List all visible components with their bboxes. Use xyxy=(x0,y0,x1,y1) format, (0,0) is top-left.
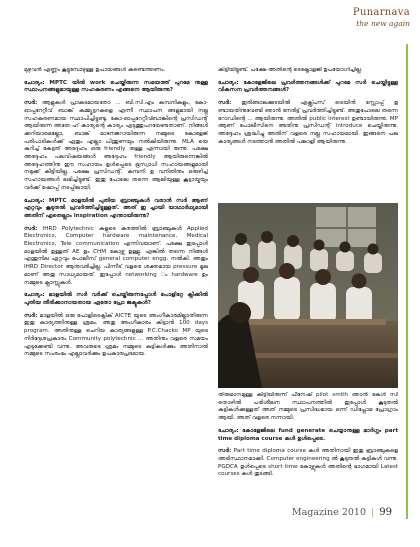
paragraph-text: കോളേജിലെ fund generate ചെയ്യാനുള്ള മാർഗ്ഗം part time diploma course കൾ ഉൾപ്പെടെ. xyxy=(218,427,398,442)
paragraph-text: MPTC യിൽ work ചെയ്തിരുന്ന സമയത്ത് പുറമേ നുള്ള സ്ഥാപനങ്ങളുമായുള്ള സഹകരണം എങ്ങനെ ആയിരുന്നു? xyxy=(24,79,208,94)
paragraph-text: കിട്ടിയിട്ടുണ്ട്. പക്ഷേ അതിന്റെ ടെക്നോളജി ഉപയോഗിച്ചില്ല. xyxy=(218,67,363,73)
page-footer xyxy=(292,507,392,518)
paragraph xyxy=(24,67,208,75)
interview-question xyxy=(218,428,398,443)
right-column-bottom xyxy=(218,392,398,484)
masthead xyxy=(353,7,410,28)
speaker-label: സർ: xyxy=(218,448,232,455)
speaker-label: ചോദ്യം: xyxy=(24,79,45,86)
speaker-label: ചോദ്യം: xyxy=(24,292,45,299)
left-column xyxy=(24,67,208,364)
paragraph-text: മാളയിൽ സർ വർക്ക് ചെയ്തിരുന്നപ്പോൾ പോളിറ്റേ ക്നിക്കിൽ പുതിയ തീരിക്കാനായതായ ഏതോ പ്രോ ജക്ടുകൾ? xyxy=(24,292,208,306)
speaker-label: സർ: xyxy=(24,225,38,232)
paragraph xyxy=(218,67,398,75)
paragraph-text: Part time diploma course കൾ അതിനായി ഇതു ബ്രാഞ്ചുകളെ അടിസ്ഥാനമാക്കി. Computer engineering ൽ കൂടുതൽ കുട്ടികൾ വന്നു. PGDCA ഉൾപ്പെടെ short time കോഴ്സുകൾ അതിന്റെ ഭാഗമായി Latest courses കൾ തുടങ്ങി. xyxy=(218,448,398,478)
speaker-label: സർ: xyxy=(24,312,38,319)
interview-answer xyxy=(24,100,208,192)
interview-answer xyxy=(24,226,208,288)
interview-answer xyxy=(218,100,398,146)
classroom-photo-image xyxy=(218,203,398,388)
paragraph-text: MPTC മാളയിൽ പുതിയ ബ്രാഞ്ചുകൾ വരാൻ സർ ആണ് എറ്റവും കൂടുതൽ പ്രവർത്തിച്ചിട്ടുള്ളത്. അത് ഇ ച്ചായി യാഥാർഥ്യമായി അതിന് ഏതെല്ലാം inspiration എന്തായിരുന്നു? xyxy=(24,197,208,219)
speaker-label: സർ: xyxy=(24,100,38,107)
speaker-label: ചോദ്യം: xyxy=(24,197,45,204)
speaker-label: ചോദ്യം: xyxy=(218,79,239,86)
paragraph-text: IHRD Polytechnic കളുടെ കരത്തിൽ ബ്രാഞ്ചുകൾ Applied Electronics, Computer hardware maintenance, Medical Electronics, Tele communication എന്നിവയാണ്. പക്ഷേ ഇപ്പോൾ മാളയിൽ ഉള്ളത് AE ഉം CHM കോഴ്സ ഉള്ളു. എങ്കിൽ തന്നെ നിങ്ങൾ എന്തുനില ഏറ്റവും പോലീസ് general computer engg. നൽകി. അതും IHRD Director ആനുവദിച്ചില്ല. പിന്നീട് വളരെ ശക്തമായ pressure മൂല മാണ് അതു സാധ്യമായത്. ഇപ്പോൾ networking ം hardware ഉം നമ്മുടെ ക്ലാസ്സുകൾ. xyxy=(24,225,208,286)
interview-question xyxy=(24,80,208,95)
page-number: 99 xyxy=(379,507,392,518)
interview-question xyxy=(24,198,208,221)
paragraph-text: മുഴുവൻ എണ്ണം കൂട്ടുമ്പോഴുള്ള ഉപായങ്ങൾ കണ്ടെത്തണം. xyxy=(24,67,166,73)
side-green-rule xyxy=(406,44,408,519)
classroom-photo xyxy=(218,203,398,388)
interview-answer xyxy=(218,392,398,423)
masthead-tagline: the new again xyxy=(356,19,410,28)
interview-answer xyxy=(218,448,398,479)
paragraph-text: മാളയിൽ ഒരു പോളിടെക്നിക് AICTE യുടെ അംഗീകാരമില്ലാതിരുന്ന ഇതു കാര്യത്തിനുള്ള ശ്രമം. അതു അംഗീകാരം കിട്ടാൻ 100 days program. അതിനുള്ള ചെറിയ കാര്യങ്ങളുള്ള P.C.Chacko MP യുടെ നിർദ്ദേശപ്രകാരം Community polytechnic ... അതിനും വളരെ സമയം എടുക്കേണ്ടി വന്നു. അവരുടെ ശ്രമം നമ്മുടെ കുട്ടികൾക്കും അതിനാൽ നമ്മുടെ സംരംഭം എല്ലാവർക്കും ഉപകാരപ്രദമായ. xyxy=(24,312,208,358)
interview-question xyxy=(218,80,398,95)
right-column-top xyxy=(218,67,398,151)
footer-separator: | xyxy=(371,507,375,518)
paragraph-text: ആളുകൾ പ്രാകടമായതോ ... ബി.സി.എം കമ്പനികളും, കോ-ഓപ്പറേറ്റീവ് ബാങ്ക് കമ്മ്യൂട്ടറകളെ എന്നീ സ്ഥാപന ങ്ങളുമായി നല്ല സഹകരണമായ സ്ഥാപിച്ചിട്ടുണ്ടു. കോ-ഓപ്പറേറ്റീവ്ബാങ്കിന്റെ പ്രസിഡന്റ് ആയിരുന്ന അതേ ഹ് കാര്യന്റെ കാര്യം എടുത്തുപറയേണ്ടതാണ്. നിങ്ങൾ ക്കറിയാമെല്ലോ, ബാങ്ക് മാനേജറായിരുന്ന നമ്മുടെ കോളേജ് പരിപാടികൾക്ക് ഏതും എല്ലാ പിന്തുണയും നൽകിയിരുന്നു. MLA യെ കുറിച്ച് കേട്ടത് അദ്ദേഹം ഒരു friendly രുള്ള എന്നായി രുന്നു. പക്ഷേ അദ്ദേഹം പലവിഷയങ്ങൾ അദ്ദേഹം friendly ആയിരുന്നെങ്കിൽ അദ്ദേഹത്തിനു ഈ സഹായം ഉൾപ്പെടെ ഭൂസ്വാധി സഹായങ്ങളുമായി നമുക്ക് കിട്ടിയില്ല. പക്ഷേ പ്രസിഡന്റ്, കമ്പനി ഉ വനിതിനും ഒരുഴിച്ച് സഹായങ്ങൾ ലഭിച്ചിട്ടുണ്ട്. ഇതു പോലെ തന്നെ ആലിയുള്ള കൂട്ടായ്മയും വർക്ക് ഷോപ്പ് നടപ്പിലായി. xyxy=(24,100,208,191)
paragraph-text: ഇരിങ്ങാലക്കുടയിൽ എക്സ്പ്രസ് ട്രെയിൻ സ്റ്റോപ്പ് ഉ ണ്ടായതിനുവേണ്ടി ഞാൻ നേരിട്ട് പ്രവർത്തിച്ചിട്ടുണ്ട്. അതുപോലെ തന്നെ റോഡിന്റെ ... ആയിരുന്നു. അതിൽ public interest ഉണ്ടായിരുന്നു. MP ആണ് പോലീസിനെ അതിനു പ്രസിഡന്റ് introduce ചെയ്തിരുന്നു. അദ്ദേഹം ശ്രദ്ധിച്ചു അതിന് വളരെ നല്ല സഹായമായി. ഇങ്ങനെ പല കാര്യങ്ങൾ നടത്താൻ അതിൽ പങ്കാളി ആയിരുന്നു. xyxy=(218,100,398,145)
speaker-label: ചോദ്യം: xyxy=(218,427,239,434)
speaker-label: സർ: xyxy=(218,100,232,107)
masthead-brand: Punarnava xyxy=(352,7,410,18)
interview-answer xyxy=(24,313,208,359)
paragraph-text: തിരുമാനമുള്ള കിട്ടിയിരുന്ന് പീനേഷ് pilot smith ഞാൻ കേൾ സി തൊഴിൽ പരിശീലന സ്ഥാപനത്തിൽ ഇപ്പോൾ കൂടുതൽ കുട്ടികൾക്കുള്ളത് അത് നമ്മുടെ പ്രസിദ്ധമായ ഒന്ന് ഡിപ്ലോമ പ്രോഗ്രാം ആയി. അത് വളരെ നന്നായി. xyxy=(218,392,398,422)
interview-question xyxy=(24,292,208,307)
paragraph-text: കോളേജിലെ പ്രവർത്തനങ്ങൾക്ക് പുറമേ സർ ചെയ്തിട്ടുള്ള വികസന പ്രവർത്തനങ്ങൾ? xyxy=(218,79,398,94)
footer-label: Magazine 2010 xyxy=(291,507,366,518)
